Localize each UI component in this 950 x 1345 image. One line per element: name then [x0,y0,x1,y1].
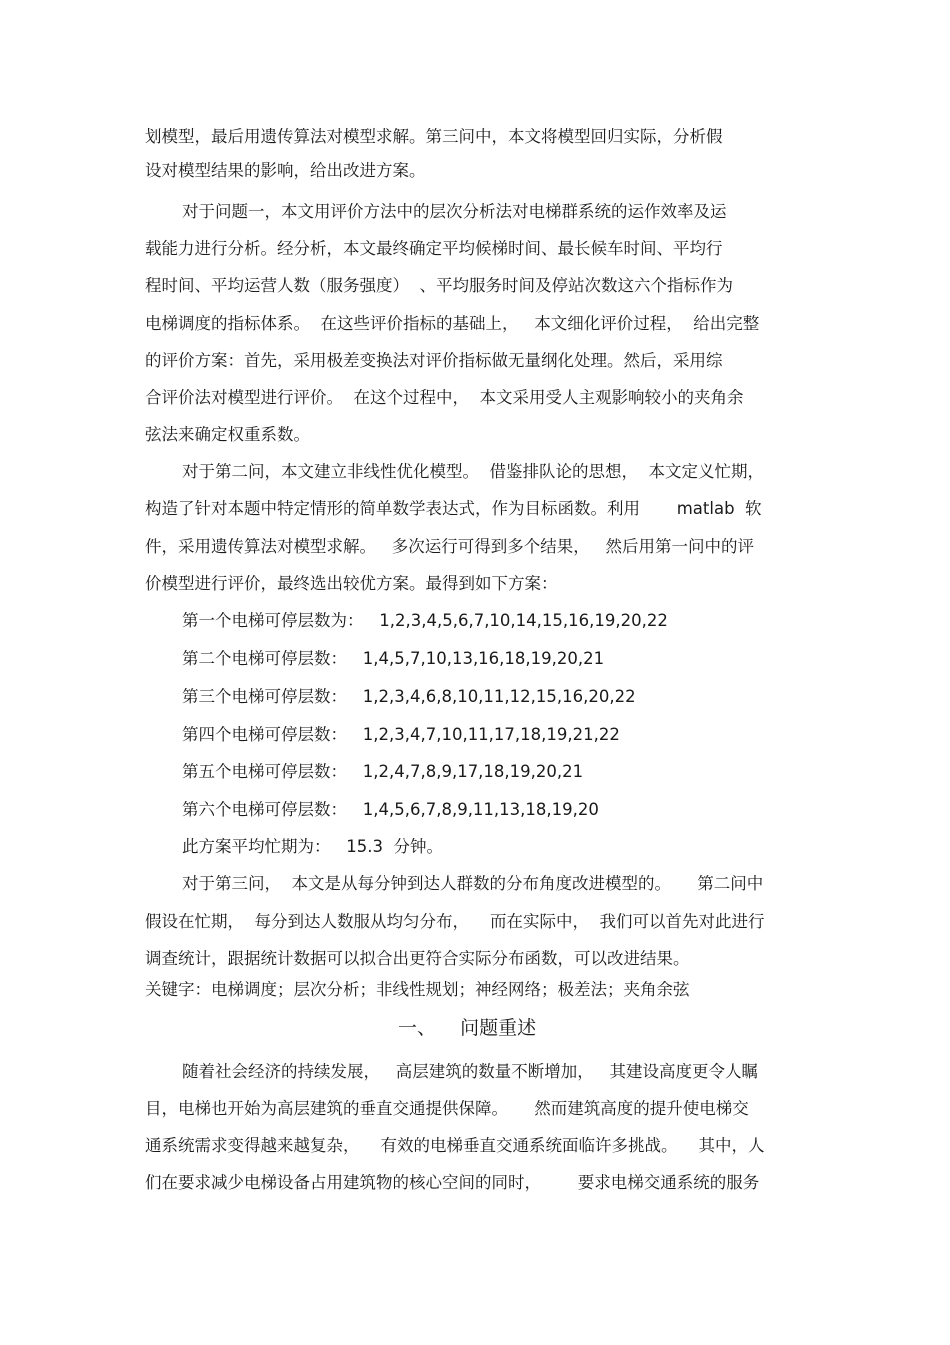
text-line-9: 弦法来确定权重系数。 [145,425,310,444]
text-line-27: 通系统需求变得越来越复杂， 有效的电梯垂直交通系统面临许多挑战。 其中，人 [145,1136,765,1155]
keywords: 关键字：电梯调度；层次分析；非线性规划；神经网络；极差法；夹角余弦 [145,980,690,999]
text-line-5: 程时间、平均运营人数（服务强度） 、平均服务时间及停站次数这六个指标作为 [145,276,733,295]
elevator-plan-1: 第一个电梯可停层数为： 1,2,3,4,5,6,7,10,14,15,16,19,20,22 [182,611,668,630]
elevator-plan-3: 第三个电梯可停层数： 1,2,3,4,6,8,10,11,12,15,16,20,22 [182,687,636,706]
elevator-plan-2: 第二个电梯可停层数： 1,4,5,7,10,13,16,18,19,20,21 [182,649,605,668]
elevator-plan-6: 第六个电梯可停层数： 1,4,5,6,7,8,9,11,13,18,19,20 [182,800,599,819]
text-line-6: 电梯调度的指标体系。 在这些评价指标的基础上， 本文细化评价过程， 给出完整 [145,314,760,333]
elevator-plan-5: 第五个电梯可停层数： 1,2,4,7,8,9,17,18,19,20,21 [182,762,584,781]
text-line-3: 对于问题一，本文用评价方法中的层次分析法对电梯群系统的运作效率及运 [182,202,727,221]
text-line-25: 随着社会经济的持续发展， 高层建筑的数量不断增加， 其建设高度更令人瞩 [182,1062,758,1081]
text-line-26: 目，电梯也开始为高层建筑的垂直交通提供保障。 然而建筑高度的提升使电梯交 [145,1099,749,1118]
text-line-12: 件，采用遗传算法对模型求解。 多次运行可得到多个结果， 然后用第一问中的评 [145,537,754,556]
text-line-23: 调查统计，跟据统计数据可以拟合出更符合实际分布函数，可以改进结果。 [145,949,690,968]
text-line-8: 合评价法对模型进行评价。 在这个过程中， 本文采用受人主观影响较小的夹角余 [145,388,744,407]
text-line-13: 价模型进行评价，最终选出较优方案。最得到如下方案： [145,574,558,593]
text-line-7: 的评价方案：首先，采用极差变换法对评价指标做无量纲化处理。然后，采用综 [145,351,723,370]
text-line-22: 假设在忙期， 每分到达人数服从均匀分布， 而在实际中， 我们可以首先对此进行 [145,912,765,931]
elevator-plan-4: 第四个电梯可停层数： 1,2,3,4,7,10,11,17,18,19,21,22 [182,725,620,744]
text-line-1: 划模型，最后用遗传算法对模型求解。第三问中，本文将模型回归实际，分析假 [145,127,723,146]
text-line-2: 设对模型结果的影响，给出改进方案。 [145,161,426,180]
text-line-21: 对于第三问， 本文是从每分钟到达人群数的分布角度改进模型的。 第二问中 [182,874,764,893]
text-line-4: 载能力进行分析。经分析，本文最终确定平均候梯时间、最长候车时间、平均行 [145,239,723,258]
text-line-10: 对于第二问，本文建立非线性优化模型。 借鉴排队论的思想， 本文定义忙期， [182,462,764,481]
busy-period-result: 此方案平均忙期为： 15.3 分钟。 [182,837,443,856]
text-line-11: 构造了针对本题中特定情形的简单数学表达式，作为目标函数。利用 matlab 软 [145,499,762,518]
text-line-28: 们在要求减少电梯设备占用建筑物的核心空间的同时， 要求电梯交通系统的服务 [145,1173,760,1192]
section-heading: 一、 问题重述 [398,1017,537,1039]
